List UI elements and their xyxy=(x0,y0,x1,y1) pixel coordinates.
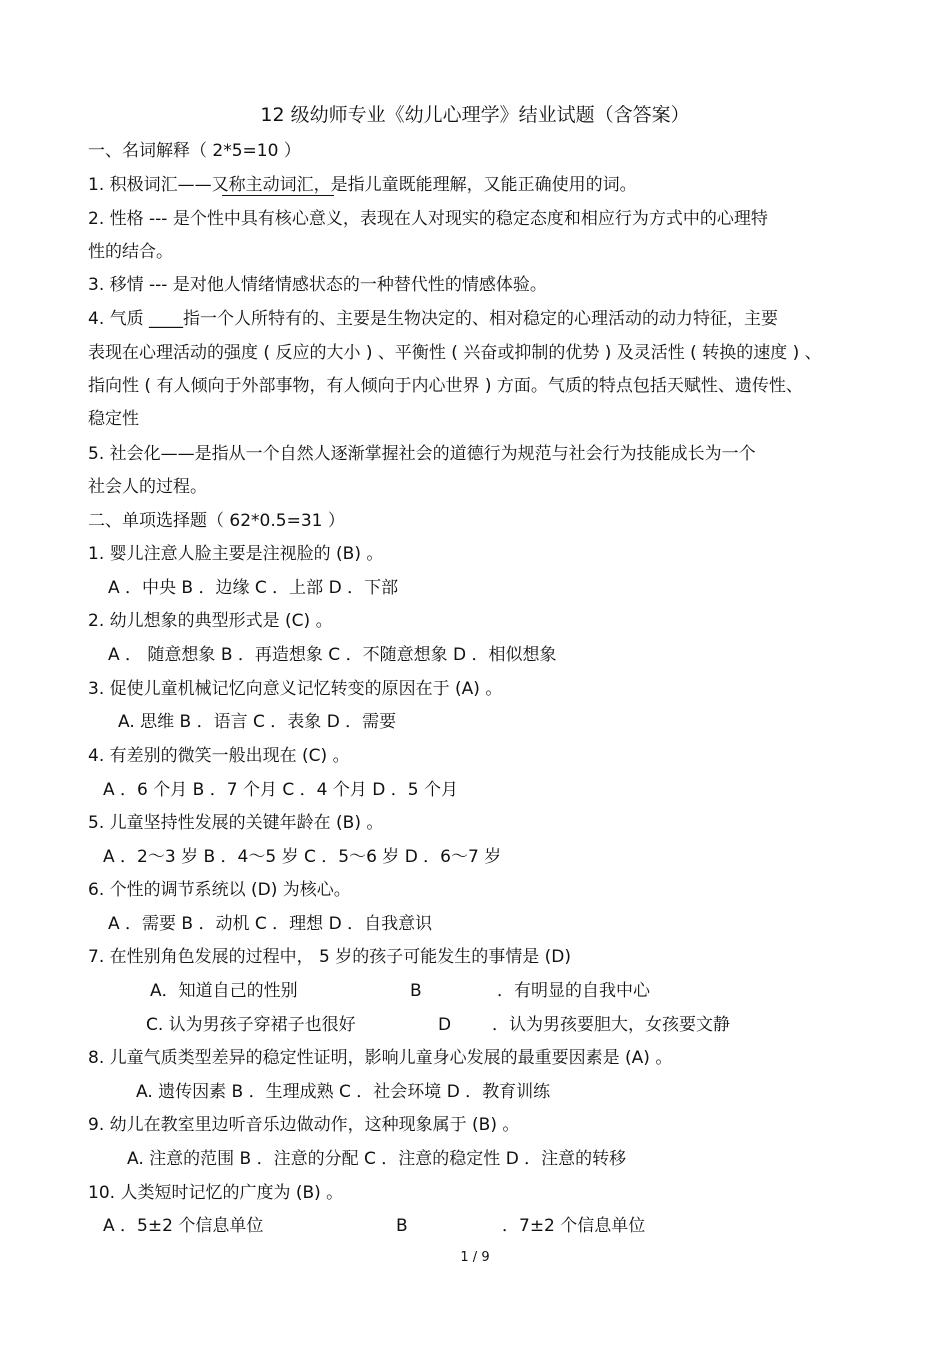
question-2: 2. 幼儿想象的典型形式是 (C) 。 xyxy=(88,611,333,631)
section-1-heading: 一、名词解释（ 2*5=10 ） xyxy=(88,141,301,161)
page-number: 1 / 9 xyxy=(460,1250,490,1265)
question-7-option-d: ．认为男孩要胆大，女孩要文静 xyxy=(492,1015,730,1035)
question-7: 7. 在性别角色发展的过程中， 5 岁的孩子可能发生的事情是 (D) xyxy=(88,947,572,967)
question-4-options: A ．6 个月 B ．7 个月 C ．4 个月 D ．5 个月 xyxy=(103,780,458,800)
question-9: 9. 幼儿在教室里边听音乐边做动作，这种现象属于 (B) 。 xyxy=(88,1115,520,1135)
term-1-active-vocabulary: 1. 积极词汇——又称主动词汇，是指儿童既能理解，又能正确使用的词。 xyxy=(88,175,637,195)
question-7-option-b: ．有明显的自我中心 xyxy=(497,981,650,1001)
term-4-continuation-3: 稳定性 xyxy=(88,409,139,429)
question-6: 6. 个性的调节系统以 (D) 为核心。 xyxy=(88,880,351,900)
question-10-option-b-letter: B xyxy=(396,1216,408,1236)
question-7-option-c: C. 认为男孩子穿裙子也很好 xyxy=(146,1015,356,1035)
question-6-options: A ．需要 B ．动机 C ．理想 D ．自我意识 xyxy=(108,914,433,934)
term-4-continuation-2: 指向性 ( 有人倾向于外部事物，有人倾向于内心世界 ) 方面。气质的特点包括天赋性、遗传性、 xyxy=(88,376,803,396)
question-7-option-b-letter: B xyxy=(410,981,422,1001)
term-2-continuation: 性的结合。 xyxy=(88,242,173,262)
question-3-options: A. 思维 B ．语言 C ．表象 D ．需要 xyxy=(118,712,397,732)
question-5-options: A ．2～3 岁 B ．4～5 岁 C ．5～6 岁 D ．6～7 岁 xyxy=(103,847,502,867)
question-1: 1. 婴儿注意人脸主要是注视脸的 (B) 。 xyxy=(88,544,384,564)
question-10: 10. 人类短时记忆的广度为 (B) 。 xyxy=(88,1183,344,1203)
question-8: 8. 儿童气质类型差异的稳定性证明，影响儿童身心发展的最重要因素是 (A) 。 xyxy=(88,1048,673,1068)
underline-mark xyxy=(222,195,334,196)
question-1-options: A ．中央 B ．边缘 C ．上部 D ．下部 xyxy=(108,578,399,598)
term-5-socialization: 5. 社会化——是指从一个自然人逐渐掌握社会的道德行为规范与社会行为技能成长为一个 xyxy=(88,444,756,464)
question-7-option-a: A．知道自己的性别 xyxy=(150,981,298,1001)
term-2-personality: 2. 性格 --- 是个性中具有核心意义，表现在人对现实的稳定态度和相应行为方式中的心理特 xyxy=(88,209,768,229)
section-2-heading: 二、单项选择题（ 62*0.5=31 ） xyxy=(88,511,345,531)
term-4-continuation-1: 表现在心理活动的强度 ( 反应的大小 ) 、平衡性 ( 兴奋或抑制的优势 ) 及灵活性 ( 转换的速度 ) 、 xyxy=(88,343,822,363)
term-3-empathy: 3. 移情 --- 是对他人情绪情感状态的一种替代性的情感体验。 xyxy=(88,275,547,295)
question-2-options: A ． 随意想象 B ．再造想象 C ．不随意想象 D ．相似想象 xyxy=(108,645,557,665)
question-4: 4. 有差别的微笑一般出现在 (C) 。 xyxy=(88,746,350,766)
question-10-option-b: ．7±2 个信息单位 xyxy=(502,1216,646,1236)
question-5: 5. 儿童坚持性发展的关键年龄在 (B) 。 xyxy=(88,813,384,833)
term-5-continuation: 社会人的过程。 xyxy=(88,477,207,497)
question-8-options: A. 遗传因素 B ．生理成熟 C ．社会环境 D ．教育训练 xyxy=(136,1082,551,1102)
question-10-option-a: A ．5±2 个信息单位 xyxy=(103,1216,264,1236)
question-9-options: A. 注意的范围 B ．注意的分配 C ．注意的稳定性 D ．注意的转移 xyxy=(127,1149,627,1169)
term-4-temperament: 4. 气质 ____指一个人所特有的、主要是生物决定的、相对稳定的心理活动的动力特征，主要 xyxy=(88,309,779,329)
document-title: 12 级幼师专业《幼儿心理学》结业试题（含答案） xyxy=(260,104,690,126)
question-7-option-d-letter: D xyxy=(438,1015,452,1035)
question-3: 3. 促使儿童机械记忆向意义记忆转变的原因在于 (A) 。 xyxy=(88,679,503,699)
